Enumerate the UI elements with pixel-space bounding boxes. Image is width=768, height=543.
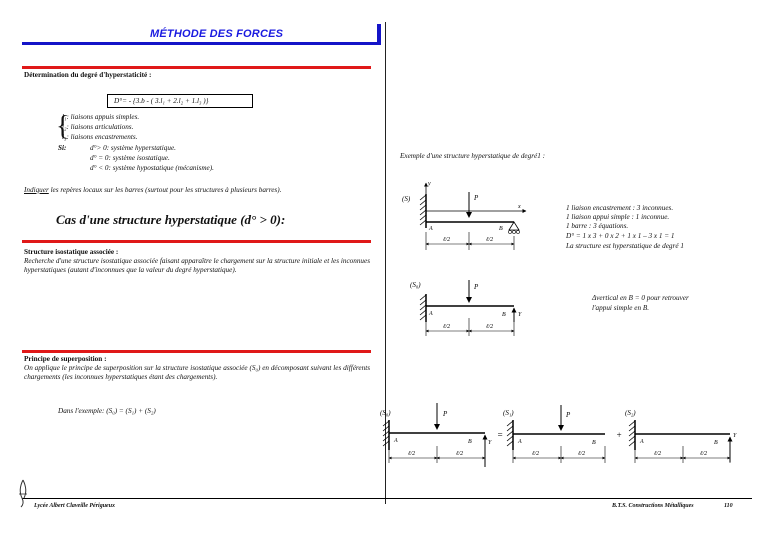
svg-text:ℓ/2: ℓ/2	[486, 237, 494, 243]
condition-hypo: d° < 0: système hypostatique (mécanisme).	[90, 164, 214, 172]
indiquer-rest: les repères locaux sur les barres (surtout pour les structures à plusieurs barres).	[48, 186, 282, 194]
svg-text:ℓ/2: ℓ/2	[578, 451, 586, 457]
degree-formula: D°= - {3.b - ( 3.l₁ + 2.l₂ + 1.l₃ )}	[107, 94, 253, 108]
svg-text:ℓ/2: ℓ/2	[408, 451, 416, 457]
footer-rule	[22, 498, 752, 499]
info-line: 1 liaison encastrement : 3 inconnues.	[566, 204, 674, 212]
svg-text:P: P	[474, 194, 479, 202]
diagram-s2	[625, 409, 737, 463]
superposition-example: Dans l'exemple: (S₀) = (S₁) + (S₂)	[58, 407, 156, 415]
svg-text:B: B	[468, 439, 472, 445]
condition-iso: d° = 0: système isostatique.	[90, 154, 170, 162]
svg-text:=: =	[497, 430, 504, 440]
svg-text:(S₀): (S₀)	[380, 409, 391, 417]
iso-heading: Structure isostatique associée :	[24, 248, 119, 256]
svg-text:ℓ/2: ℓ/2	[654, 451, 662, 457]
school-logo-icon	[16, 478, 30, 508]
diagram-s0-right	[410, 280, 522, 336]
svg-text:ℓ/2: ℓ/2	[700, 451, 708, 457]
svg-text:A: A	[394, 438, 398, 444]
svg-text:(S₂): (S₂)	[625, 409, 636, 417]
brace-glyph: {	[56, 111, 70, 142]
page-title: MÉTHODE DES FORCES	[150, 28, 284, 40]
l3-line: l₃: liaisons encastrements.	[62, 133, 138, 141]
svg-text:P: P	[474, 283, 479, 291]
info-line: D° = 1 x 3 + 0 x 2 + 1 x 1 – 3 x 1 = 1	[566, 232, 675, 240]
svg-text:Y: Y	[733, 433, 737, 439]
svg-text:A: A	[518, 439, 522, 445]
svg-text:B: B	[714, 440, 718, 446]
superposition-text: On applique le principe de superposition sur la structure isostatique associée (S₀) en décomposant suivant les différents chargements (les inconnues hyperstatiques étant des chargements).	[24, 364, 370, 382]
svg-text:(S₀): (S₀)	[410, 281, 421, 289]
svg-text:B: B	[592, 440, 596, 446]
svg-text:ℓ/2: ℓ/2	[486, 324, 494, 330]
info-line: La structure est hyperstatique de degré 1	[566, 242, 684, 250]
diagram-s0-bottom	[380, 403, 503, 467]
svg-text:A: A	[640, 439, 644, 445]
svg-text:x: x	[518, 204, 521, 210]
indiquer-word: Indiquer	[24, 186, 49, 194]
svg-text:ℓ/2: ℓ/2	[532, 451, 540, 457]
degree-heading: Détermination du degré d'hyperstaticité :	[24, 71, 152, 79]
svg-text:B: B	[502, 312, 506, 318]
example-title: Exemple d'une structure hyperstatique de degré1 :	[400, 152, 545, 160]
svg-text:A: A	[429, 226, 433, 232]
condition-hyper: d°> 0: système hyperstatique.	[90, 144, 176, 152]
info-line: 1 liaison appui simple : 1 inconnue.	[566, 213, 670, 221]
svg-text:Y: Y	[488, 440, 492, 446]
svg-text:A: A	[429, 311, 433, 317]
delta-line: l'appui simple en B.	[592, 304, 650, 312]
iso-text: Recherche d'une structure isostatique associée faisant apparaître le chargement sur la structure initiale et les inconnues hyperstatiques (autant d'inconnues que la valeur du degré hyperstatique).	[24, 257, 370, 275]
svg-text:ℓ/2: ℓ/2	[443, 237, 451, 243]
svg-text:ℓ/2: ℓ/2	[443, 324, 451, 330]
svg-text:Y: Y	[518, 312, 522, 318]
l1-line: l₁: liaisons appuis simples.	[62, 113, 140, 121]
si-label: Si:	[58, 144, 67, 152]
l2-line: l₂: liaisons articulations.	[62, 123, 134, 131]
diagram-s	[402, 181, 526, 250]
label-s: (S)	[402, 195, 411, 203]
svg-text:P: P	[566, 411, 571, 419]
delta-line: Δvertical en B = 0 pour retrouver	[592, 294, 689, 302]
footer-page-number: 110	[724, 503, 733, 509]
case-title: Cas d'une structure hyperstatique (d° > 0):	[56, 212, 286, 227]
footer-course: B.T.S. Constructions Métalliques	[612, 503, 694, 509]
svg-text:B: B	[499, 226, 503, 232]
svg-text:ℓ/2: ℓ/2	[456, 451, 464, 457]
diagram-s1	[503, 405, 622, 463]
svg-text:(S₁): (S₁)	[503, 409, 514, 417]
footer-school: Lycée Albert Claveille Périgueux	[34, 503, 116, 509]
svg-text:+: +	[616, 430, 623, 440]
svg-text:y: y	[428, 181, 431, 187]
svg-text:P: P	[443, 410, 448, 418]
superposition-heading: Principe de superposition :	[24, 355, 107, 363]
info-line: 1 barre : 3 équations.	[566, 222, 629, 230]
